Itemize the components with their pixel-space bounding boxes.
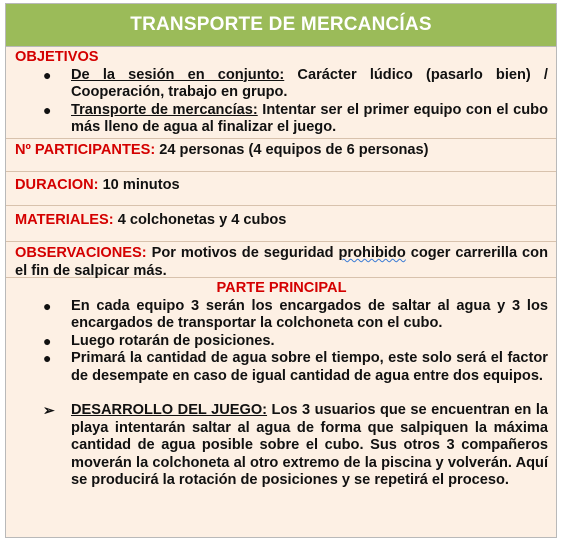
list-item xyxy=(15,67,548,102)
objective-text: Carácter lúdico (pasarlo bien) / Cooperación, trabajo en grupo. xyxy=(71,66,548,100)
desarrollo-label: DESARROLLO DEL JUEGO: xyxy=(71,402,268,418)
spellcheck-flagged-word: prohibido xyxy=(338,245,406,261)
parte-principal-list xyxy=(15,298,548,386)
participantes-value: 24 personas (4 equipos de 6 personas) xyxy=(155,142,429,158)
materiales-row xyxy=(6,206,556,242)
objetivos-row xyxy=(6,47,556,139)
list-item xyxy=(15,333,548,351)
title-row xyxy=(6,4,556,47)
desarrollo-text: Los 3 usuarios que se encuentran en la playa intentarán saltar al agua de forma que salpiquen la máxima cantidad de agua posible sobre el cubo. Sus otros 3 compañeros moverán la colchoneta al otro extremo de la piscina y volverán. Aquí se producirá la rotación de posiciones y se repetirá el proceso. xyxy=(71,402,548,488)
bullet-icon: ● xyxy=(43,66,52,83)
objective-text: Intentar ser el primer equipo con el cubo más lleno de agua al finalizar el juego. xyxy=(71,101,548,135)
observaciones-text-end: coger carrerilla con el fin de salpicar más. xyxy=(15,245,548,279)
activity-table xyxy=(5,3,557,538)
participantes-label: Nº PARTICIPANTES: xyxy=(15,142,156,158)
objective-heading: Transporte de mercancías: xyxy=(71,101,258,118)
participantes-row xyxy=(6,139,556,172)
desarrollo-paragraph xyxy=(15,402,548,490)
parte-principal-label: PARTE PRINCIPAL xyxy=(216,280,347,296)
bullet-icon: ● xyxy=(43,297,52,314)
observaciones-row xyxy=(6,242,556,278)
observaciones-label: OBSERVACIONES: xyxy=(15,245,147,261)
bullet-icon: ● xyxy=(43,332,52,349)
list-item-text: Luego rotarán de posiciones. xyxy=(71,332,275,349)
materiales-label: MATERIALES: xyxy=(15,212,114,228)
observaciones-text: Por motivos de seguridad xyxy=(146,245,339,261)
parte-principal-row xyxy=(6,278,556,537)
materiales-value: 4 colchonetas y 4 cubos xyxy=(113,212,287,228)
arrow-bullet-icon: ➢ xyxy=(43,402,55,418)
list-item xyxy=(15,298,548,333)
list-item-text: En cada equipo 3 serán los encargados de saltar al agua y 3 los encargados de transportar la colchoneta con el cubo. xyxy=(71,297,548,331)
list-item xyxy=(15,350,548,385)
objetivos-label: OBJETIVOS xyxy=(15,49,99,65)
duracion-row xyxy=(6,172,556,206)
bullet-icon: ● xyxy=(43,350,52,366)
objective-heading: De la sesión en conjunto: xyxy=(71,66,285,83)
list-item-text: Primará la cantidad de agua sobre el tiempo, este solo será el factor de desempate en caso de igual cantidad de agua entre dos equipos. xyxy=(71,350,548,384)
objetivos-list xyxy=(15,67,548,137)
list-item xyxy=(15,102,548,137)
bullet-icon: ● xyxy=(43,101,52,118)
duracion-label: DURACION: xyxy=(15,177,99,193)
duracion-value: 10 minutos xyxy=(98,177,180,193)
page-title: TRANSPORTE DE MERCANCÍAS xyxy=(130,14,432,35)
